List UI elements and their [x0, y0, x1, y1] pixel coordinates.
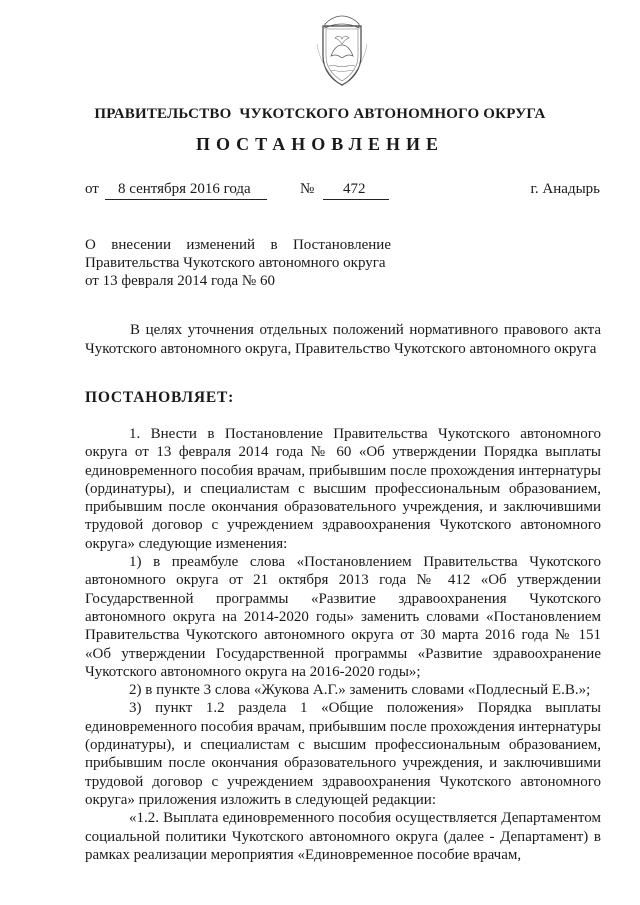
date-underline: [105, 199, 267, 200]
government-title: ПРАВИТЕЛЬСТВО ЧУКОТСКОГО АВТОНОМНОГО ОКРУГА: [94, 106, 546, 122]
body-paragraph: 1. Внести в Постановление Правительства Чукотского автономного округа от 13 февраля 2014 года № 60 «Об утверждении Порядка выплаты единовременного пособия врачам, прибывшим после прохождения интернатуры (ординатуры), и специалистам с высшим профессиональным образованием, прибывшим после окончания образовательного учреждения, и заключившими трудовой договор с учреждением здравоохранения Чукотского автономного округа» следующие изменения:: [85, 426, 602, 552]
date-line: [85, 181, 600, 201]
intro-paragraph: В целях уточнения отдельных положений нормативного правового акта Чукотского автономного округа, Правительство Чукотского автономного округа: [85, 322, 601, 357]
coat-of-arms-icon: [311, 14, 373, 88]
number-label: №: [300, 181, 315, 197]
number-underline: [323, 199, 389, 200]
document-subject: [85, 236, 391, 290]
body-paragraph: «1.2. Выплата единовременного пособия осуществляется Департаментом социальной политики Чукотского автономного округа (далее - Департамент) в рамках реализации мероприятия «Единовременное пособие врачам,: [85, 810, 601, 863]
subject-line: О внесении изменений в Постановление: [85, 237, 391, 253]
body-paragraph: 1) в преамбуле слова «Постановлением Правительства Чукотского автономного округа от 21 октября 2013 года № 412 «Об утверждении Государственной программы «Развитие здравоохранения Чукотского автономного округа на 2014-2020 годы» заменить словами «Постановлением Правительства Чукотского автономного округа от 30 марта 2016 года № 151 «Об утверждении Государственной программы «Развитие здравоохранение Чукотского автономного округа на 2016-2020 годы»;: [85, 554, 601, 680]
subject-line: от 13 февраля 2014 года № 60: [85, 273, 275, 289]
document-number: 472: [343, 181, 366, 197]
from-label: от: [85, 181, 99, 197]
body-paragraph: 2) в пункте 3 слова «Жукова А.Г.» заменить словами «Подлесный Е.В.»;: [129, 682, 591, 699]
body-paragraph: 3) пункт 1.2 раздела 1 «Общие положения» Порядка выплаты единовременного пособия врачам, прибывшим после прохождения интернатуры (ординатуры), и специалистам с высшим профессиональным образованием, прибывшим после окончания образовательного учреждения, и заключившими трудовой договор с учреждением здравоохранения Чукотского автономного округа» приложения изложить в следующей редакции:: [85, 700, 602, 808]
resolve-heading: ПОСТАНОВЛЯЕТ:: [85, 389, 235, 406]
document-body: [85, 425, 601, 864]
document-place: г. Анадырь: [530, 181, 600, 197]
document-date: 8 сентября 2016 года: [118, 181, 251, 197]
subject-line: Правительства Чукотского автономного округа: [85, 255, 386, 271]
document-type: ПОСТАНОВЛЕНИЕ: [195, 134, 445, 154]
